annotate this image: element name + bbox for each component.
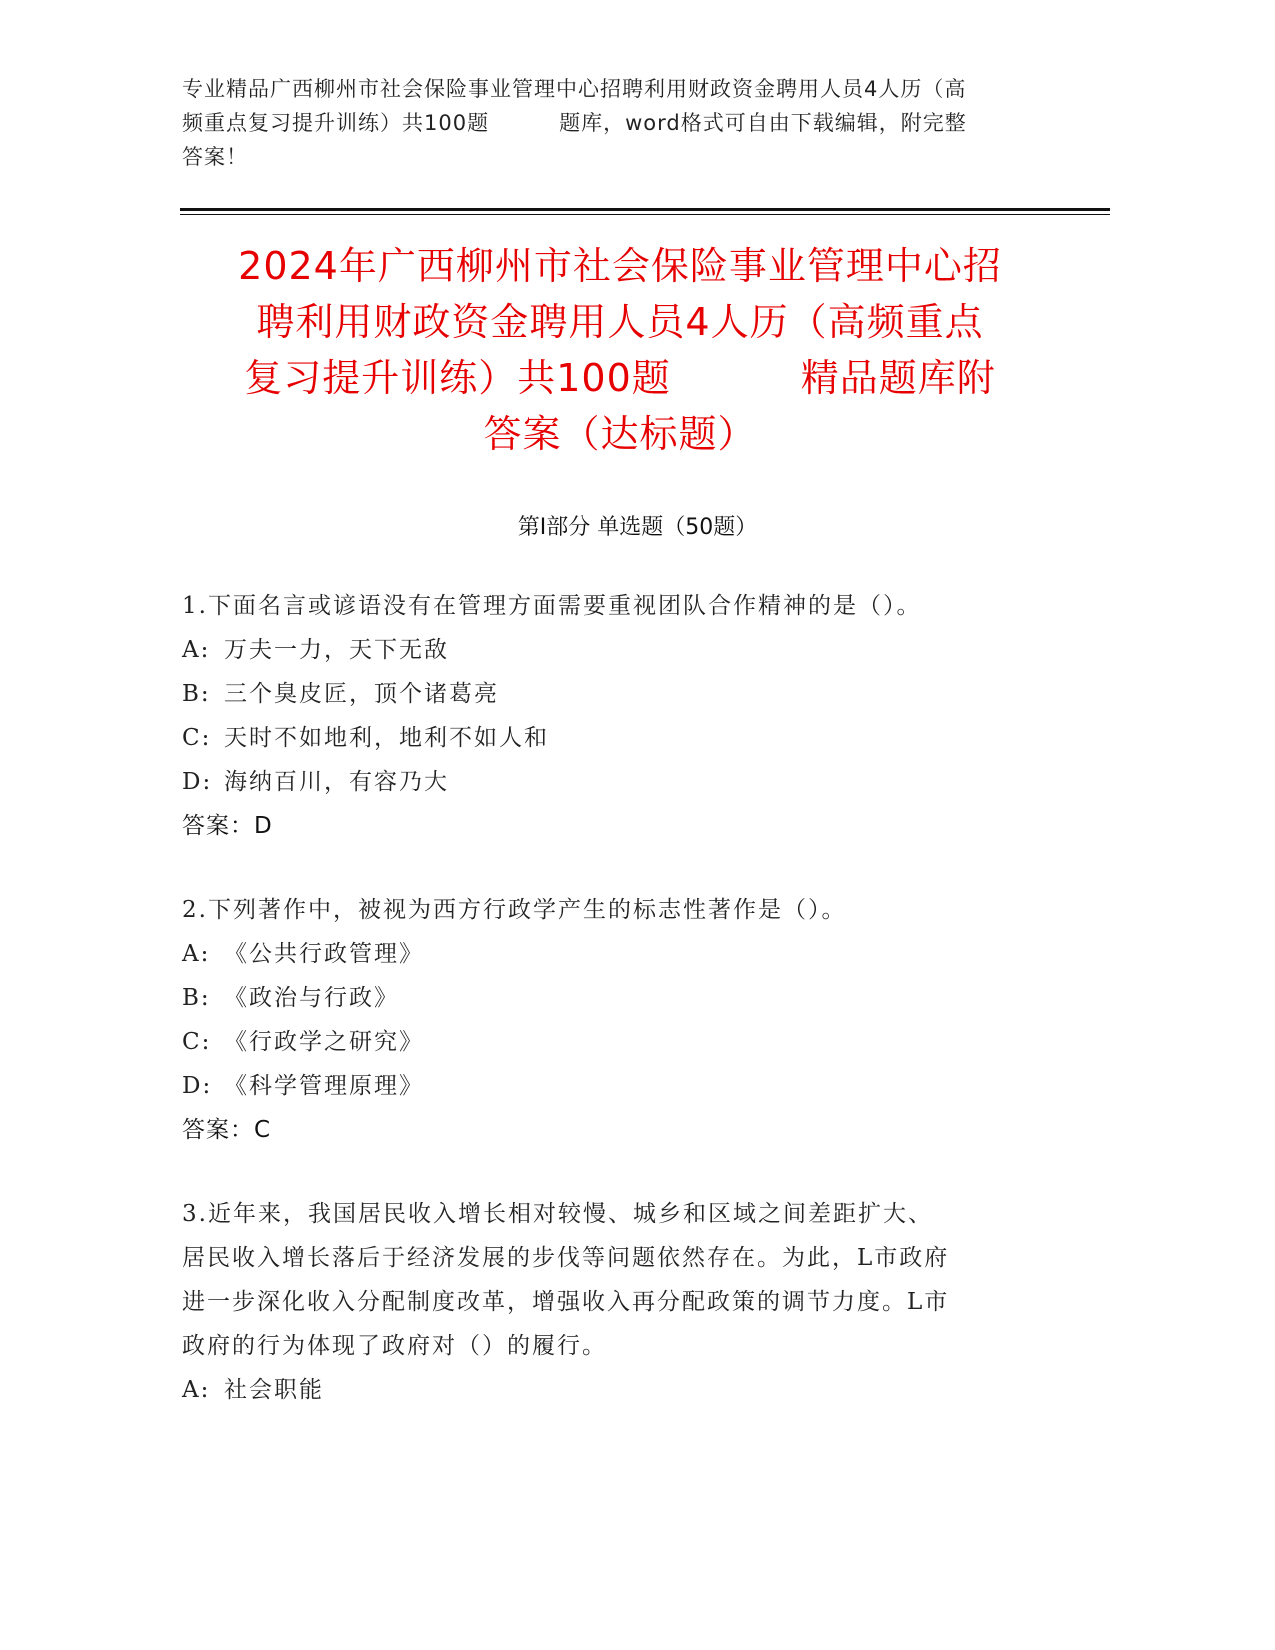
option-text: 《科学管理原理》: [224, 1073, 424, 1099]
option-text: 社会职能: [224, 1377, 324, 1403]
option-c: [182, 1020, 1062, 1064]
question-stem: 1.下面名言或谚语没有在管理方面需要重视团队合作精神的是（）。: [182, 593, 922, 619]
answer-text: 答案：C: [182, 1117, 272, 1143]
option-d: [182, 760, 1062, 804]
option-letter: C:: [182, 725, 212, 751]
question-stem-line-1: 3.近年来，我国居民收入增长相对较慢、城乡和区域之间差距扩大、: [182, 1201, 933, 1227]
header-note-line-2-part-2: 题库，word格式可自由下载编辑，附完整: [559, 111, 967, 135]
header-note-line-1: 专业精品广西柳州市社会保险事业管理中心招聘利用财政资金聘用人员4人历（高: [182, 77, 967, 101]
document-title: [180, 238, 1060, 462]
option-text: 三个臭皮匠，顶个诸葛亮: [224, 681, 499, 707]
option-letter: A:: [182, 637, 211, 663]
header-rule-thick: [180, 208, 1110, 211]
option-a: [182, 932, 1062, 976]
option-b: [182, 976, 1062, 1020]
question-2: [182, 888, 1062, 1152]
answer-text: 答案：D: [182, 813, 273, 839]
option-letter: A:: [182, 1377, 211, 1403]
section-title: 第I部分 单选题（50题）: [517, 515, 758, 540]
option-b: [182, 672, 1062, 716]
question-stem-line-3: 进一步深化收入分配制度改革，增强收入再分配政策的调节力度。L市: [182, 1289, 950, 1315]
option-letter: D:: [182, 769, 213, 795]
option-text: 《政治与行政》: [224, 985, 399, 1011]
header-note-line-3: 答案！: [182, 145, 248, 169]
question-1: [182, 584, 1062, 848]
option-a: [182, 1368, 1062, 1412]
option-a: [182, 628, 1062, 672]
header-note-line-2-part-1: 频重点复习提升训练）共100题: [182, 111, 490, 135]
option-text: 《公共行政管理》: [224, 941, 424, 967]
option-d: [182, 1064, 1062, 1108]
option-letter: B:: [182, 681, 211, 707]
option-text: 天时不如地利，地利不如人和: [224, 725, 549, 751]
option-letter: B:: [182, 985, 211, 1011]
question-3: [182, 1192, 1062, 1412]
title-line-3-part-1: 复习提升训练）共100题: [244, 356, 671, 400]
question-stem-line-2: 居民收入增长落后于经济发展的步伐等问题依然存在。为此，L市政府: [182, 1245, 950, 1271]
title-line-1: 2024年广西柳州市社会保险事业管理中心招: [238, 244, 1002, 288]
option-letter: D:: [182, 1073, 213, 1099]
option-c: [182, 716, 1062, 760]
title-line-3-part-2: 精品题库附: [800, 356, 996, 400]
title-line-4: 答案（达标题）: [483, 412, 757, 456]
option-letter: C:: [182, 1029, 212, 1055]
question-stem-line-4: 政府的行为体现了政府对（）的履行。: [182, 1333, 607, 1359]
title-line-3: [180, 350, 1060, 406]
option-text: 《行政学之研究》: [224, 1029, 424, 1055]
question-stem: 2.下列著作中，被视为西方行政学产生的标志性著作是（）。: [182, 897, 847, 923]
option-text: 海纳百川，有容乃大: [224, 769, 449, 795]
option-text: 万夫一力，天下无敌: [224, 637, 449, 663]
header-note: [182, 72, 1062, 174]
header-rule-thin: [180, 214, 1110, 215]
option-letter: A:: [182, 941, 211, 967]
title-line-2: 聘利用财政资金聘用人员4人历（高频重点: [256, 300, 984, 344]
header-note-line-2: [182, 106, 1062, 140]
